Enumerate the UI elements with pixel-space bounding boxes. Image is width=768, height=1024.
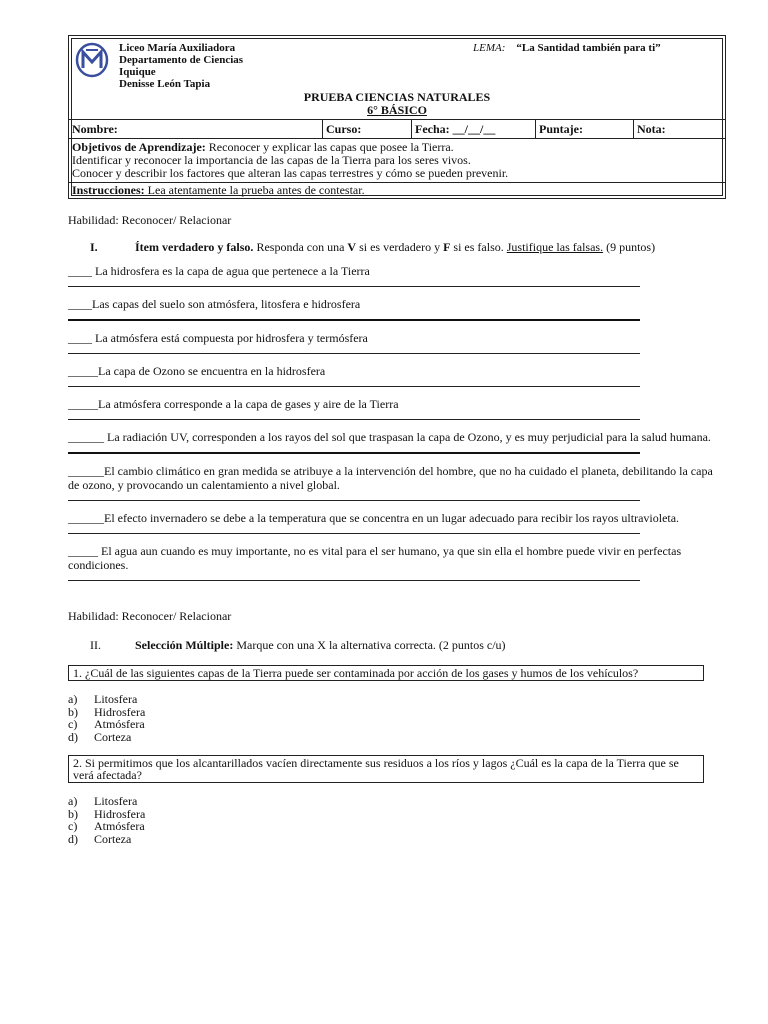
section-1-heading <box>90 240 726 254</box>
tf-statement: Las capas del suelo son atmósfera, litosfera e hidrosfera <box>92 297 361 311</box>
tf-item <box>68 430 726 444</box>
answer-blank[interactable]: ______ <box>68 511 104 525</box>
school-logo-icon <box>75 42 109 78</box>
objective-2: Identificar y reconocer la importancia de las capas de la Tierra para los seres vivos. <box>72 153 471 167</box>
school-info <box>119 42 243 90</box>
question-box: 1. ¿Cuál de las siguientes capas de la Tierra puede ser contaminada por acción de los gases y humos de los vehículos? <box>68 665 704 681</box>
answer-blank[interactable]: ____ <box>68 264 92 278</box>
tf-statement: El agua aun cuando es muy importante, no es vital para el ser humano, ya que sin ella el hombre puede vivir en perfectas condiciones. <box>68 544 682 572</box>
department: Departamento de Ciencias <box>119 54 244 66</box>
answer-blank[interactable]: ____ <box>68 297 92 311</box>
justification-line[interactable] <box>68 444 640 454</box>
option-item[interactable] <box>68 706 726 719</box>
tf-statement: La capa de Ozono se encuentra en la hidrosfera <box>98 364 326 378</box>
justification-line[interactable] <box>68 278 640 287</box>
answer-blank[interactable]: ____ <box>68 331 92 345</box>
true-false-list <box>68 264 726 581</box>
tf-statement: La atmósfera está compuesta por hidrosfera y termósfera <box>92 331 368 345</box>
habilidad-1: Habilidad: Reconocer/ Relacionar <box>68 213 232 227</box>
justification-line[interactable] <box>68 492 640 501</box>
school-name: Liceo María Auxiliadora <box>119 42 236 54</box>
option-letter: c) <box>68 717 78 731</box>
option-item[interactable] <box>68 808 726 821</box>
tf-item <box>68 297 726 311</box>
option-text: Hidrosfera <box>94 806 146 821</box>
tf-statement: El cambio climático en gran medida se atribuye a la intervención del hombre, que no ha cuidado el planeta, debilitando la capa de ozono, y provocando un calentamiento a nivel global. <box>68 464 713 492</box>
option-letter: a) <box>68 692 78 706</box>
option-text: Litosfera <box>94 794 138 808</box>
option-letter: b) <box>68 806 78 821</box>
answer-blank[interactable]: _____ <box>68 397 98 411</box>
objective-3: Conocer y describir los factores que alteran las capas terrestres y cómo se pueden prevenir. <box>72 166 509 180</box>
section-1-title: Ítem verdadero y falso. <box>135 240 254 254</box>
option-item[interactable] <box>68 693 726 706</box>
multiple-choice-list <box>68 665 726 845</box>
habilidad-2: Habilidad: Reconocer/ Relacionar <box>68 609 232 623</box>
question-box: 2. Si permitimos que los alcantarillados vacíen directamente sus residuos a los ríos y lagos ¿Cuál es la capa de la Tierra que se verá afectada? <box>68 755 704 783</box>
justification-line[interactable] <box>68 572 640 581</box>
tf-statement: El efecto invernadero se debe a la temperatura que se concentra en un lugar adecuado para recibir los rayos ultravioleta. <box>104 511 680 525</box>
field-nota[interactable]: Nota: <box>637 122 666 136</box>
section-1-text-c: si es falso. <box>453 240 504 254</box>
field-curso[interactable]: Curso: <box>323 120 412 138</box>
options-list <box>68 795 726 845</box>
option-letter: d) <box>68 831 78 846</box>
options-list <box>68 693 726 743</box>
option-letter: c) <box>68 819 78 833</box>
teacher-name: Denisse León Tapia <box>119 78 211 90</box>
section-2-number: II. <box>90 638 101 652</box>
justification-line[interactable] <box>68 345 640 354</box>
instructions-label: Instrucciones: <box>72 183 145 197</box>
lema-text: “La Santidad también para ti” <box>516 42 661 54</box>
option-letter: b) <box>68 704 78 719</box>
answer-blank[interactable]: ______ <box>68 464 104 478</box>
tf-item <box>68 544 726 572</box>
exam-header <box>68 35 726 199</box>
option-text: Atmósfera <box>94 819 145 833</box>
section-1-text-b: si es verdadero y <box>359 240 441 254</box>
tf-statement: La atmósfera corresponde a la capa de gases y aire de la Tierra <box>98 397 399 411</box>
section-1-points: (9 puntos) <box>606 240 656 254</box>
objectives-block <box>69 138 725 182</box>
tf-item <box>68 364 726 378</box>
section-2-heading <box>90 638 726 653</box>
tf-item <box>68 331 726 345</box>
tf-item <box>68 511 726 525</box>
section-1-underline: Justifique las falsas. <box>506 240 604 254</box>
section-1-number: I. <box>90 240 98 254</box>
instructions-block <box>69 182 725 198</box>
option-item[interactable] <box>68 731 726 744</box>
section-2-title: Selección Múltiple: <box>135 638 234 652</box>
justification-line[interactable] <box>68 378 640 387</box>
exam-page <box>68 35 726 845</box>
option-item[interactable] <box>68 820 726 833</box>
option-letter: d) <box>68 729 78 744</box>
field-fecha[interactable]: Fecha: __/__/__ <box>412 120 536 138</box>
option-text: Atmósfera <box>94 717 145 731</box>
tf-item <box>68 264 726 278</box>
exam-title: PRUEBA CIENCIAS NATURALES <box>303 90 491 104</box>
justification-line[interactable] <box>68 411 640 420</box>
option-text: Hidrosfera <box>94 704 146 719</box>
field-nombre[interactable]: Nombre: <box>69 120 323 138</box>
objective-1: Reconocer y explicar las capas que posee la Tierra. <box>208 140 454 154</box>
section-1-text-a: Responda con una <box>256 240 345 254</box>
section-2-text: Marque con una X la alternativa correcta. (2 puntos c/u) <box>236 638 506 652</box>
section-1-f: F <box>443 240 451 254</box>
section-1-v: V <box>347 240 357 254</box>
tf-item <box>68 464 726 492</box>
justification-line[interactable] <box>68 525 640 534</box>
option-text: Corteza <box>94 729 132 744</box>
lema <box>473 42 661 54</box>
option-text: Litosfera <box>94 692 138 706</box>
instructions-text: Lea atentamente la prueba antes de contestar. <box>147 183 365 197</box>
lema-label: LEMA: <box>473 42 506 54</box>
answer-blank[interactable]: ______ <box>68 430 104 444</box>
tf-statement: La radiación UV, corresponden a los rayos del sol que traspasan la capa de Ozono, y es muy perjudicial para la salud humana. <box>104 430 711 444</box>
justification-line[interactable] <box>68 311 640 321</box>
tf-item <box>68 397 726 411</box>
exam-subtitle: 6° BÁSICO <box>367 103 427 117</box>
option-letter: a) <box>68 794 78 808</box>
option-item[interactable] <box>68 795 726 808</box>
field-puntaje[interactable]: Puntaje: <box>536 120 634 138</box>
answer-blank[interactable]: _____ <box>68 544 98 558</box>
answer-blank[interactable]: _____ <box>68 364 98 378</box>
student-fields-row <box>69 119 725 138</box>
option-text: Corteza <box>94 831 132 846</box>
option-item[interactable] <box>68 718 726 731</box>
option-item[interactable] <box>68 833 726 846</box>
objectives-label: Objetivos de Aprendizaje: <box>72 140 206 154</box>
city: Iquique <box>119 66 156 78</box>
tf-statement: La hidrosfera es la capa de agua que pertenece a la Tierra <box>92 264 370 278</box>
